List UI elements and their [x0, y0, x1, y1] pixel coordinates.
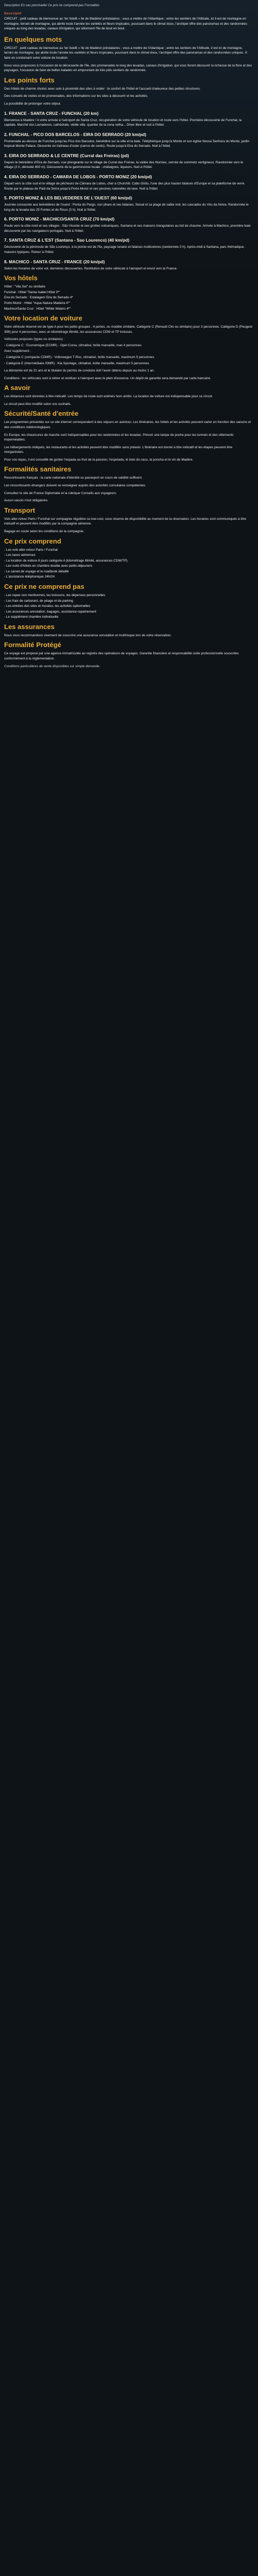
heading-securite: Sécurité/Santé d'entrée — [4, 410, 78, 418]
text-form-1: Ressortissants français : la carte nationale d'identité ou passeport en cours de validité suffisent. — [4, 476, 143, 480]
list-item: - Les nuits d'hôtels en chambre double avec petits-déjeuners — [4, 564, 92, 568]
list-item: - L'assistance téléphonique 24h/24 — [4, 575, 55, 579]
hotel-line: Porto Moniz : Hôtel "Aqua Natura Madeira 4*" — [4, 301, 71, 305]
text-form-3: Consultez le site de France Diplomatie et la rubrique Conseils aux voyageurs. — [4, 491, 117, 495]
text-jour-2: Promenade au-dessus de Funchal jusqu'au Pico dos Barcelos, belvédère sur la ville et la baie. Téléphérique jusqu'à Monte et son église Nossa Senhora do Monte, jardin tropical Monte Palace. Descente en traîneau d'osier (carros de cesto). Route jusqu'à Eira do Serrado. Nuit à l'hôtel. — [4, 139, 250, 148]
text-ass-1: Nous vous recommandons vivement de souscrire une assurance annulation et multirisque lors de votre réservation. — [4, 633, 172, 637]
heading-jour-8: 8. MACHICO - SANTA CRUZ - FRANCE (20 km/pd) — [4, 259, 105, 264]
text-sec-3: Les hébergements indiqués, les restaurants et les activités peuvent être modifiés sans préavis. L'itinéraire est donné à titre indicatif et les étapes peuvent être réorganisées. — [4, 445, 233, 454]
heading-jour-7: 7. SANTA CRUZ & L'EST (Santana - Sao Lourenco) (40 km/pd) — [4, 238, 130, 243]
text-mots-2: Nous vous proposons à l'occasion de la découverte de l'île, des promenades le long des levadas, canaux d'irrigation, qui vous feront découvrir la richesse de la flore et des paysages, l'occasion de faire de belles balades en empruntant de très jolis sentiers de randonnée. — [4, 63, 252, 73]
heading-formalite-protegee: Formalité Protégé — [4, 641, 61, 649]
hotels-list — [4, 284, 253, 311]
text-loc-3: - Catégorie C : Economique (ECMR) - Opel Corsa, climatisé, boîte manuelle, max 4 personnes — [4, 343, 142, 347]
heading-a-savoir: A savoir — [4, 384, 30, 392]
text-jour-6: Route vers la côte nord et ses villages : São Vicente et ses grottes volcaniques, Santana et ses maisons triangulaires au toit de chaume. Arrivée à Machico, première baie découverte par les navigateurs portugais. Nuit à l'hôtel. — [4, 224, 251, 233]
text-tr-2: Bagage en soute selon les conditions de la compagnie. — [4, 529, 85, 533]
list-item: - Le supplément chambre individuelle — [4, 615, 59, 619]
list-item: - Les repas non mentionnés, les boissons, les dépenses personnelles — [4, 594, 105, 597]
list-item: - Les frais de carburant, de péage et de parking — [4, 599, 73, 603]
list-item: - La location de voiture 8 jours catégorie A (kilométrage illimité, assurances CDW/TP) — [4, 558, 128, 563]
heading-ne-comprend-pas: Ce prix ne comprend pas — [4, 583, 85, 590]
text-asv-1: Les distances sont données à titre indicatif. Les temps de route sont estimés hors arrêts. La location de voiture est indispensable pour ce circuit. — [4, 395, 213, 399]
text-asv-2: Le circuit peut être modifié selon vos souhaits. — [4, 402, 72, 406]
hotel-line: Hôtel : "Vila Sol" ou similaire — [4, 285, 45, 289]
heading-votre-location: Votre location de voiture — [4, 314, 83, 323]
text-loc-8: Conditions : les véhicules sont à retirer et restituer à l'aéroport avec le plein d'essence. Un dépôt de garantie sera demandé par carte bancaire. — [4, 376, 211, 380]
heading-ce-prix-comprend: Ce prix comprend — [4, 537, 61, 545]
text-sec-2: En Europe, les chaussures de marche sont indispensables pour les randonnées et les levadas. Prévoir une lampe de poche pour les tunnels et des vêtements imperméables. — [4, 433, 234, 442]
text-sec-4: Pour vos repas, il est conseillé de goûter l'espada au fruit de la passion, l'espetada, le bolo do caco, la poncha et le vin de Madère. — [4, 457, 194, 462]
text-loc-7: La démarrée est de 21 ans et le titulaire du permis de conduire doit l'avoir obtenu depuis au moins 1 an. — [4, 369, 155, 373]
text-form-4: Aucun vaccin n'est obligatoire. — [4, 499, 49, 503]
text-pf-2: Des conseils de visites et de promenades, des informations sur les sites à découvrir et les activités. — [4, 94, 148, 98]
heading-vos-hotels: Vos hôtels — [4, 274, 38, 282]
hotel-line: Funchal : Hôtel "Santa Isabel Hôtel 3*" — [4, 290, 60, 294]
hotel-line: Eira do Serrado : Estalagem Eira do Serrado 4* — [4, 296, 73, 300]
text-loc-2: Véhicules proposés (types ou similaires) : — [4, 337, 65, 342]
text-jour-5: Journée consacrée aux belvédères de l'ouest : Ponta do Pargo, son phare et ses falaises, Seixal et sa plage de sable noir, les cascades du Véu da Noiva. Randonnée le long de la levada das 25 Fontes et de Risco (3 h). Nuit à l'hôtel. — [4, 203, 249, 212]
text-form-2: Les ressortissants étrangers doivent se renseigner auprès des autorités consulaires compétentes. — [4, 484, 147, 488]
text-tr-1: Vols aller-retour Paris / Funchal sur compagnie régulière ou low-cost, sous réserve de disponibilité au moment de la réservation. Les horaires sont communiqués à titre indicatif et peuvent être modifiés par la compagnie aérienne. — [4, 517, 246, 526]
list-item: - Les entrées des sites et musées, les activités optionnelles — [4, 604, 90, 608]
content — [4, 3, 253, 671]
text-sec-1: Les programmes présentés sur ce site internet correspondent à des séjours en autotour. Les itinéraires, les hôtels et les activités peuvent varier en fonction des saisons et des conditions météorologiques. — [4, 420, 251, 430]
text-pf-3: La possibilité de prolonger votre séjour. — [4, 101, 61, 106]
heading-assurances: Les assurances — [4, 622, 55, 631]
heading-en-quelques-mots: En quelques mots — [4, 35, 62, 43]
text-jour-3: Depuis le belvédère d'Eira do Serrado, vue plongeante sur le village de Curral das Freiras, la vallée des Nonnes, cernée de sommets vertigineux. Randonnée vers le village (2 h, dénivelé 600 m). Découverte de la gastronomie locale : châtaignes, liqueurs. Nuit à l'hôtel. — [4, 160, 244, 170]
heading-jour-5: 5. PORTO MONIZ & LES BELVEDERES DE L'OUEST (60 km/pd) — [4, 195, 132, 201]
text-loc-4: Avez supplément : — [4, 349, 31, 353]
heading-points-forts: Les points forts — [4, 76, 55, 84]
heading-jour-3: 3. EIRA DO SERRADO & LE CENTRE (Curral das Freiras) (pd) — [4, 152, 129, 158]
list-item: - Les assurances annulation, bagages, assistance-rapatriement — [4, 609, 96, 614]
text-jour-7: Découverte de la péninsule de São Lourenço, à la pointe est de l'île, paysage lunaire et falaises multicolores (randonnée 3 h). Après-midi à Santana, parc thématique, maisons typiques. Retour à l'hôtel. — [4, 245, 245, 255]
text-loc-6: - Catégorie E (intermédiaire IDMR) : Kia Sportage, climatisé, boîte manuelle, maximum 5 personnes — [4, 361, 150, 365]
list-item: - Les taxes aériennes — [4, 553, 36, 557]
heading-jour-4: 4. EIRA DO SERRADO - CAMARA DE LOBOS - PORTO MONIZ (20 km/pd) — [4, 174, 152, 179]
text-fp-2: Conditions particulières de vente disponibles sur simple demande. — [4, 664, 101, 668]
heading-jour-1: 1. FRANCE - SANTA CRUZ - FUNCHAL (20 km) — [4, 110, 99, 116]
text-loc-5: - Catégorie C (compacte CDMR) : Volkswagen T-Roc, climatisé, boîte manuelle, maximum 5 personnes — [4, 355, 154, 359]
text-pf-1: Des hôtels de charme choisis avec soin à proximité des sites à visiter : le confort de l'hôtel et l'accueil chaleureux des petites structures. — [4, 87, 201, 91]
text-jour-4: Départ vers la côte sud et le village de pêcheurs de Câmara de Lobos, cher à Churchill. Cabo Girão, l'une des plus hautes falaises d'Europe et sa plateforme de verre. Route par le plateau de Paúl da Serra jusqu'à Porto Moniz et ses piscines naturelles de lave. Nuit à l'hôtel. — [4, 181, 246, 191]
text-fp-1: Ce voyage est proposé par une agence immatriculée au registre des opérateurs de voyages. Garantie financière et responsabilité civile professionnelle souscrites conformément à la réglementation. — [4, 652, 239, 661]
heading-jour-6: 6. PORTO MONIZ - MACHICO/SANTA CRUZ (70 km/pd) — [4, 216, 115, 222]
text-jour-1: Bienvenue à Madère ! A votre arrivée à l'aéroport de Santa Cruz, récupération de votre véhicule de location et route vers l'hôtel. Première découverte de Funchal, la capitale. Marché dos Lavradores, cathédrale, vieille ville, quartier de la zona velha... Dîner libre et nuit à l'hôtel. — [4, 118, 242, 127]
text-mots-1: CIRCUIT : petit cadeau de bienvenue au 'ter listeB » île de Madère/ préstataires ; vous a mettre de l'Atlantique ; entre les sentiers de l'Altitude, il est ici de montagne, terrain de montagne, qui abrite toute l'année les variétés et fleurs tropicales, poussant dans le climat doux, l'archipel offre des panoramas et des randonnées uniques. À faire en conduisant votre voiture de location. — [4, 46, 247, 60]
intro-text: CIRCUIT : petit cadeau de bienvenue au 'ter listeB » ile de Madère/ préstataires ; vous a mettre de l'Atlantique ; entre les sentiers de l'Altitude, ici il est de montagne en montagne, terrain de montagne, qui abrite toute l'année les variétés et fleurs tropicales, poussant dans le climat doux, l'archipel offre des panoramas et des randonnées uniques au long des levadas, canaux d'irrigation, qui sillonnent l'île de bout en bout. — [4, 17, 247, 31]
list-item: - Les vols aller-retour Paris / Funchal — [4, 548, 58, 552]
heading-transport: Transport — [4, 506, 35, 514]
list-item: - Le carnet de voyage et le roadbook détaillé — [4, 569, 69, 573]
text-jour-8: Selon les horaires de votre vol, dernières découvertes. Restitution de votre véhicule à l'aéroport et envol vers la France. — [4, 266, 178, 270]
heading-jour-2: 2. FUNCHAL - PICO DOS BARCELOS - EIRA DO SERRADO (20 km/pd) — [4, 131, 147, 137]
text-loc-1: Votre véhicule réservé est de type A pour les petits groupes : 4 portes, ou modèle similaire. Catégorie C (Renault Clio ou similaire) pour 3 personnes. Catégorie D (Peugeot 308) pour 4 personnes, avec un kilométrage illimité, les assurances CDW et TP incluses. — [4, 325, 252, 334]
heading-formalites: Formalités sanitaires — [4, 465, 72, 473]
section-kicker: Descriptif — [4, 11, 22, 15]
comprend-list — [4, 548, 253, 580]
breadcrumb: Description En cas ponctuelle/ Ce prix ne comprend pas Formalités — [4, 4, 100, 7]
ne-comprend-list — [4, 593, 253, 620]
hotel-line: Machico/Santa Cruz : Hôtel "White Waters 4*" — [4, 307, 71, 311]
